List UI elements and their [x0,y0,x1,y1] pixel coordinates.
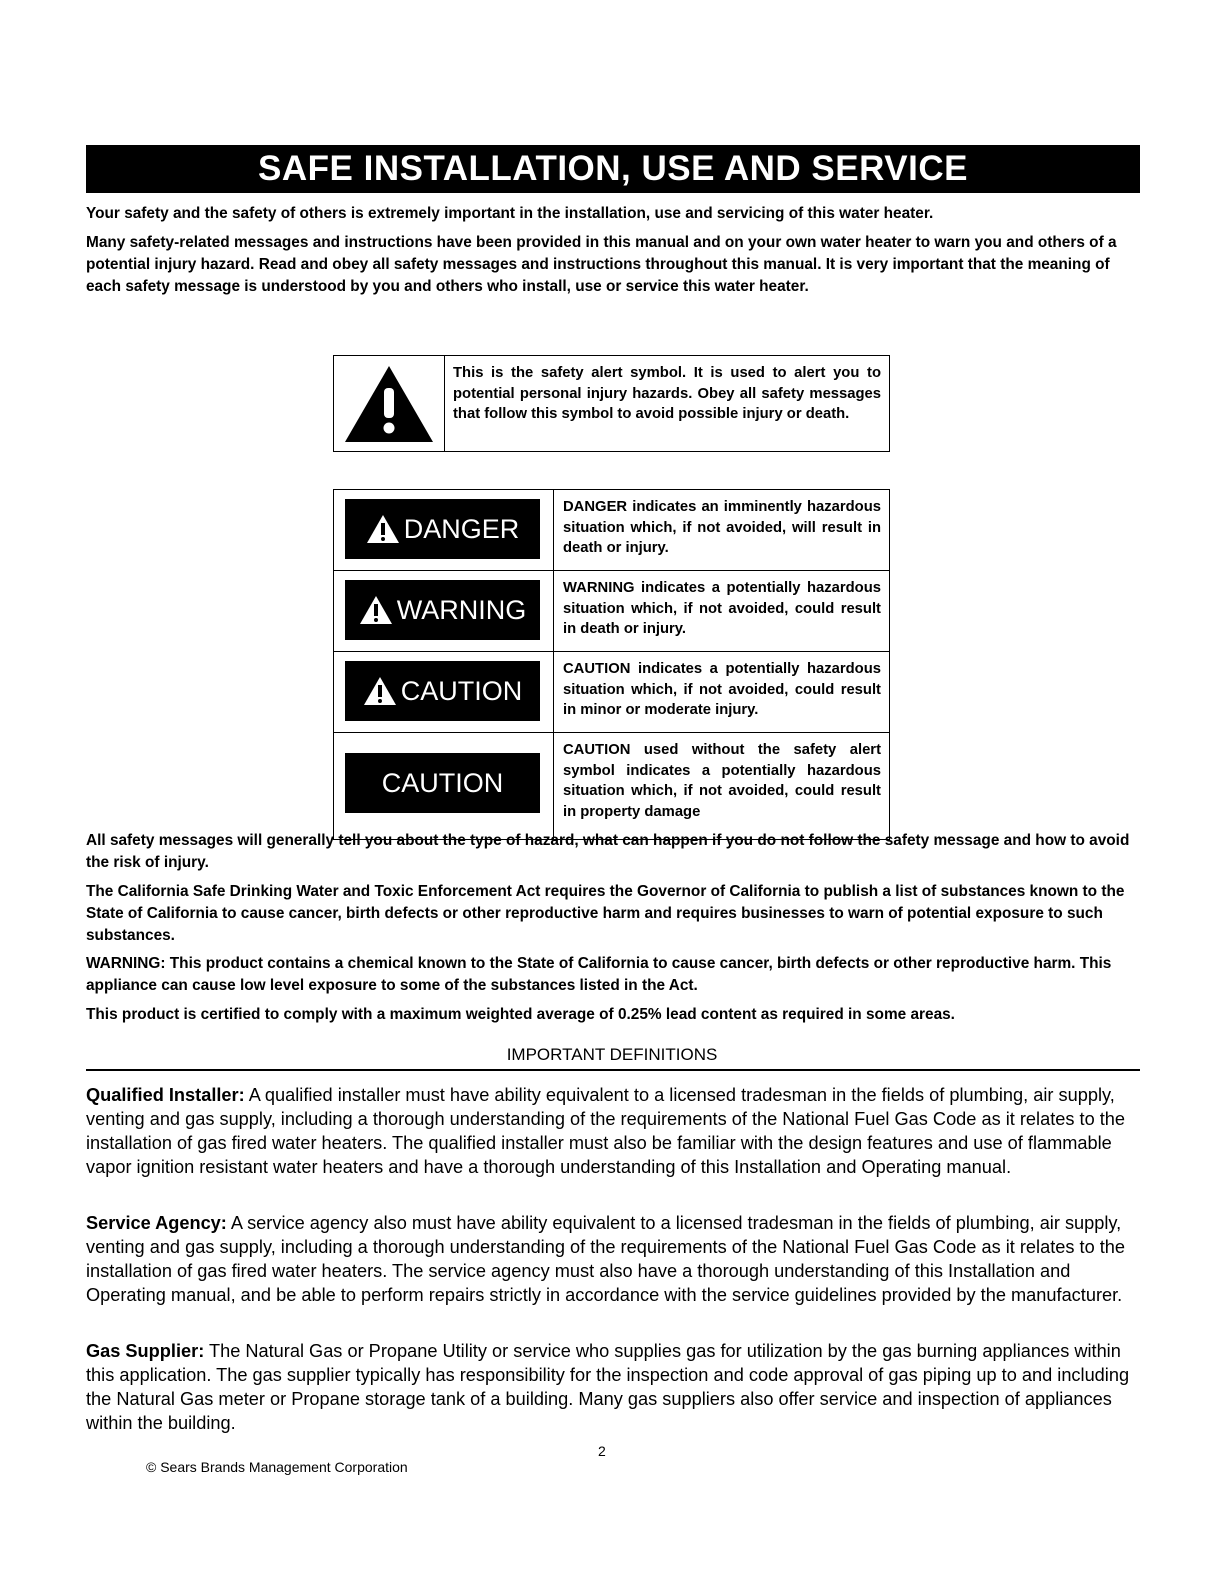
definitions-heading: IMPORTANT DEFINITIONS [506,1045,718,1064]
page-banner-title: SAFE INSTALLATION, USE AND SERVICE [86,145,1140,193]
definition-text: The Natural Gas or Propane Utility or service who supplies gas for utilization by the gas burning appliances within this application. The gas supplier typically has responsibility for the inspection and code approval of gas piping up to and including the Natural Gas meter or Propane storage tank of a building. Many gas suppliers also offer service and inspection of appliances within the building. [86,1341,1130,1433]
notice-paragraph-2: The California Safe Drinking Water and Toxic Enforcement Act requires the Governor of California to publish a list of substances known to the State of California to cause cancer, birth defects or other reproductive harm and requires businesses to warn of potential exposure to such substances. [86,883,1125,944]
definition-term: Gas Supplier: [86,1341,205,1361]
warning-triangle-icon [359,595,393,625]
signal-row-warning [334,571,889,652]
definition-text: A qualified installer must have ability equivalent to a licensed tradesman in the fields of plumbing, air supply, venting and gas supply, including a thorough understanding of the requirements of the National Fuel Gas Code as it relates to the installation of gas fired water heaters. The qualified installer must also be familiar with the design features and use of flammable vapor ignition resistant water heaters and have a thorough understanding of this Installation and Operating manual. [86,1085,1126,1177]
definition-gas-supplier [86,1339,1138,1435]
definition-service-agency [86,1211,1138,1307]
notice-paragraph-4: This product is certified to comply with a maximum weighted average of 0.25% lead content as required in some areas. [86,1006,955,1023]
alert-icon-cell [334,356,445,451]
definitions-divider [86,1069,1140,1071]
intro-paragraph-1: Your safety and the safety of others is extremely important in the installation, use and servicing of this water heater. [86,205,934,222]
signal-words-table [333,489,890,840]
page-number: 2 [598,1443,606,1459]
warning-description: WARNING indicates a potentially hazardous situation which, if not avoided, could result in death or injury. [563,580,881,637]
warning-label: WARNING [345,580,540,640]
danger-label: DANGER [345,499,540,559]
warning-triangle-icon [363,676,397,706]
definition-qualified-installer [86,1083,1138,1179]
signal-row-caution-symbol [334,652,889,733]
caution-property-description: CAUTION used without the safety alert symbol indicates a potentially hazardous situation which, if not avoided, could result in property damage [563,742,881,820]
danger-description: DANGER indicates an imminently hazardous situation which, if not avoided, will result in death or injury. [563,499,881,556]
notice-paragraph-1: All safety messages will generally tell you about the type of hazard, what can happen if you do not follow the safety message and how to avoid the risk of injury. [86,832,1130,871]
caution-description: CAUTION indicates a potentially hazardous situation which, if not avoided, could result in minor or moderate injury. [563,661,881,718]
definition-term: Qualified Installer: [86,1085,245,1105]
safety-alert-symbol-box [333,355,890,452]
definition-text: A service agency also must have ability equivalent to a licensed tradesman in the fields of plumbing, air supply, venting and gas supply, including a thorough understanding of the requirements of the National Fuel Gas Code as it relates to the installation of gas fired water heaters. The service agency must also have a thorough understanding of this Installation and Operating manual, and be able to perform repairs strictly in accordance with the service guidelines provided by the manufacturer. [86,1213,1126,1305]
warning-triangle-icon [343,364,435,444]
warning-triangle-icon [366,514,400,544]
notice-paragraph-3: WARNING: This product contains a chemical known to the State of California to cause cancer, birth defects or other reproductive harm. This appliance can cause low level exposure to some of the substances listed in the Act. [86,955,1112,994]
intro-paragraph-2: Many safety-related messages and instructions have been provided in this manual and on your own water heater to warn you and others of a potential injury hazard. Read and obey all safety messages and instructions throughout this manual. It is very important that the meaning of each safety message is understood by you and others who install, use or service this water heater. [86,234,1117,295]
caution-label-with-symbol: CAUTION [345,661,540,721]
signal-row-caution-no-symbol [334,733,889,839]
signal-row-danger [334,490,889,571]
caution-label-no-symbol: CAUTION [345,753,540,813]
copyright-notice: © Sears Brands Management Corporation [146,1459,408,1475]
definition-term: Service Agency: [86,1213,227,1233]
safety-alert-description: This is the safety alert symbol. It is used to alert you to potential personal injury hazards. Obey all safety messages that follow this symbol to avoid possible injury or death. [453,365,881,422]
